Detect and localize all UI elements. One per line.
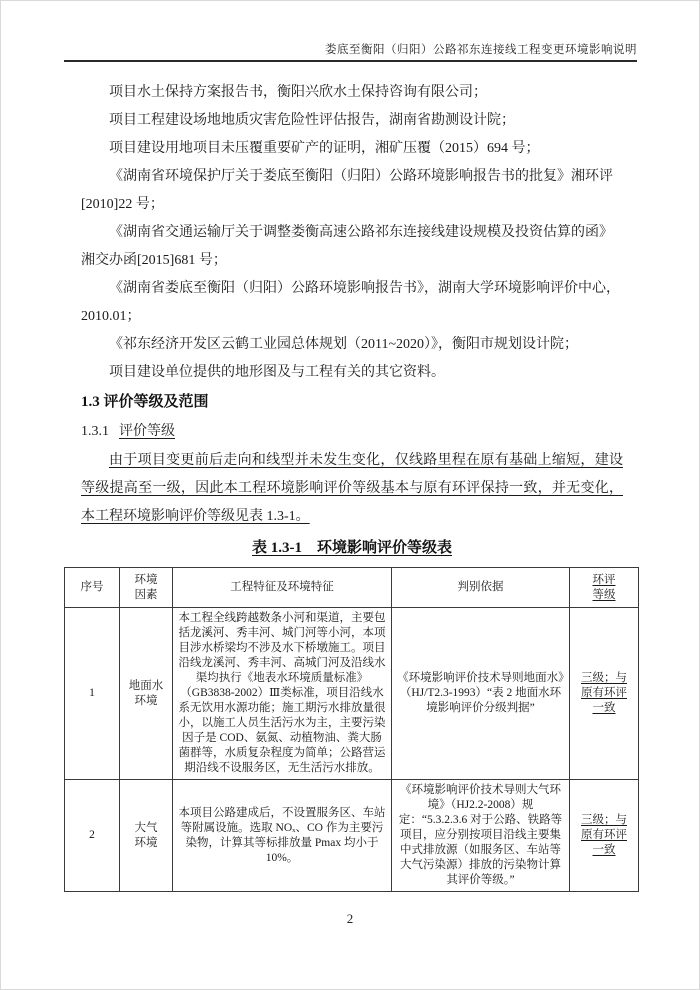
header-environment-factor: 环境 因素 [120,568,173,608]
section-heading: 1.3 评价等级及范围 [81,394,209,410]
reference-line-continuation: [2010]22 号； [81,197,164,212]
subsection-number: 1.3.1 [81,424,109,439]
cell-judgment-basis: 《环境影响评价技术导则大气环境》（HJ2.2-2008）规定：“5.3.2.3.6 对于公路、铁路等项目，应分别按项目沿线主要集中式排放源（如服务区、车站等大气污染源）排放的污染物计算其评价等级。” [392,780,570,892]
table-row-surface-water [65,608,639,780]
paragraph-line: 等级提高至一级，因此本工程环境影响评价等级基本与原有环评保持一致，并无变化， [81,481,623,496]
page-number: 2 [346,911,354,926]
subsection-heading [81,417,623,447]
reference-line-continuation: 2010.01； [81,309,141,324]
cell-serial-number: 2 [65,780,120,892]
paragraph-line: 由于项目变更前后走向和线型并未发生变化，仅线路里程在原有基础上缩短，建设 [109,453,623,468]
running-header-title: 娄底至衡阳（归阳）公路祁东连接线工程变更环境影响说明 [325,44,637,56]
cell-eia-grade: 三级；与 原有环评 一致 [570,608,639,780]
header-eia-grade: 环评 等级 [570,568,639,608]
cell-eia-grade: 三级；与 原有环评 一致 [570,780,639,892]
header-project-feature: 工程特征及环境特征 [173,568,392,608]
reference-line: 《湖南省娄底至衡阳（归阳）公路环境影响报告书》，湖南大学环境影响评价中心， [109,281,620,296]
reference-line: 项目建设用地项目未压覆重要矿产的证明，湘矿压覆（2015）694 号； [109,141,540,156]
cell-environment-factor: 大气 环境 [120,780,173,892]
page-header [64,41,637,62]
reference-line: 项目水土保持方案报告书，衡阳兴欣水土保持咨询有限公司； [109,85,487,100]
cell-serial-number: 1 [65,608,120,780]
reference-line: 《祁东经济开发区云鹤工业园总体规划（2011~2020）》，衡阳市规划设计院； [109,337,579,352]
cell-judgment-basis: 《环境影响评价技术导则地面水》（HJ/T2.3-1993）“表 2 地面水环境影响评价分级判据” [392,608,570,780]
cell-environment-factor: 地面水 环境 [120,608,173,780]
cell-project-feature: 本工程全线跨越数条小河和渠道，主要包括龙溪河、秀丰河、城门河等小河，本项目涉水桥梁均不涉及水下桥墩施工。项目沿线龙溪河、秀丰河、高城门河及沿线水渠均执行《地表水环境质量标准》（GB3838-2002）Ⅲ类标准，项目沿线水系无饮用水源功能；施工期污水排放量很小，以施工人员生活污水为主，主要污染因子是 COD、氨氮、动植物油、粪大肠菌群等，水质复杂程度为简单；公路营运期沿线不设服务区，无生活污水排放。 [173,608,392,780]
header-judgment-basis: 判别依据 [392,568,570,608]
reference-line: 项目建设单位提供的地形图及与工程有关的其它资料。 [109,365,445,380]
reference-line-continuation: 湘交办函[2015]681 号； [81,253,227,268]
evaluation-grade-table [64,567,639,892]
table-title: 表 1.3-1 环境影响评价等级表 [252,540,452,556]
paragraph-line: 本工程环境影响评价等级见表 1.3-1。 [81,509,310,524]
cell-project-feature: 本项目公路建成后，不设置服务区、车站等附属设施。选取 NOₓ、CO 作为主要污染物，计算其等标排放量 Pmax 均小于 10%。 [173,780,392,892]
document-body [80,79,627,892]
reference-line: 《湖南省环境保护厅关于娄底至衡阳（归阳）公路环境影响报告书的批复》湘环评 [109,169,613,184]
reference-line: 项目工程建设场地地质灾害危险性评估报告，湖南省勘测设计院； [109,113,515,128]
table-header-row [65,568,639,608]
table-row-air-environment [65,780,639,892]
header-serial-number: 序号 [65,568,120,608]
reference-line: 《湖南省交通运输厅关于调整娄衡高速公路祁东连接线建设规模及投资估算的函》 [109,225,613,240]
subsection-title: 评价等级 [119,424,175,439]
